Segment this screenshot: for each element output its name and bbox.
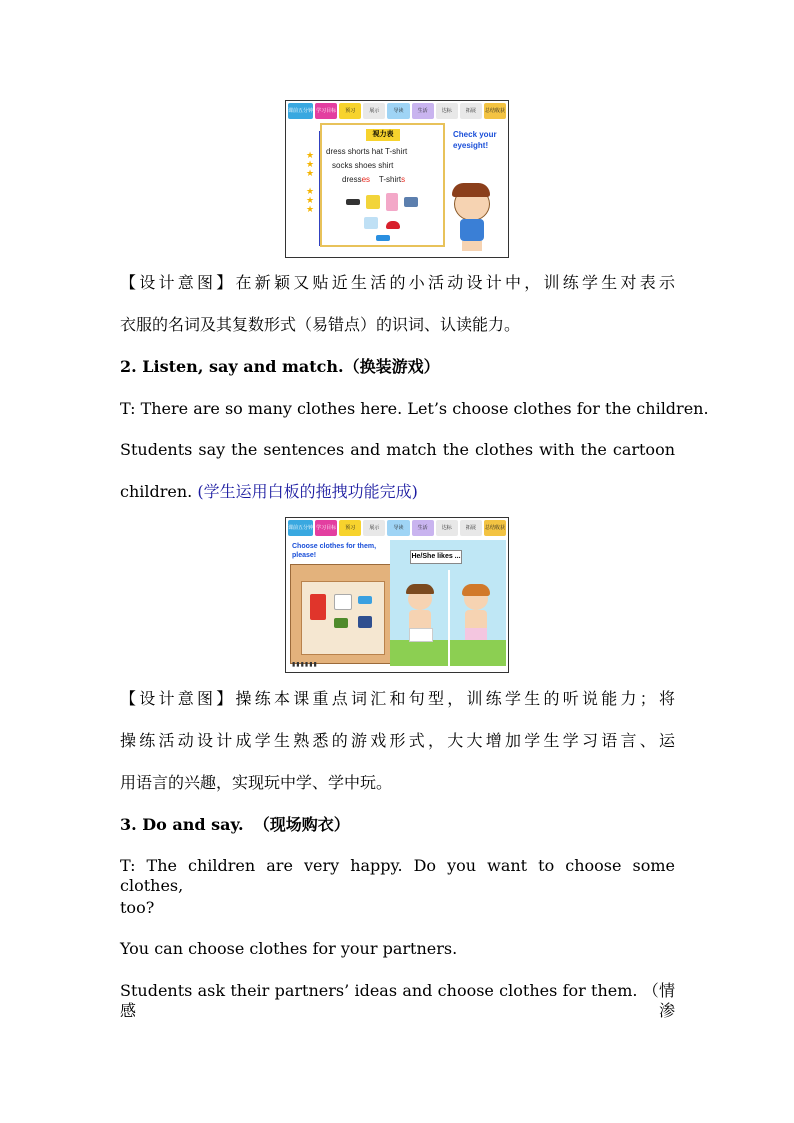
students-line-2b [120, 482, 675, 502]
shorts-icon [334, 618, 348, 628]
star-icons: ★ ★ ★ ★ ★ ★ [306, 150, 315, 214]
design-intent-2-line-2: 操练活动设计成学生熟悉的游戏形式，大大增加学生学习语言、运 [120, 731, 675, 750]
check-eyesight-text: Check your eyesight! [453, 130, 497, 150]
students-line-2b-en: children. [120, 482, 193, 501]
dress-up-stage [390, 540, 506, 666]
slide-tab: 学习目标 [315, 520, 337, 536]
word-suffix: es [361, 175, 371, 184]
word-row-3 [342, 175, 405, 184]
dress-icon [310, 594, 326, 620]
slide-tab: 课前五分钟 [288, 520, 313, 536]
slide-tab: 展示 [363, 520, 385, 536]
eyesight-chart [320, 123, 445, 247]
skirt-icon [358, 616, 372, 628]
dress-up-slide-image [285, 517, 509, 673]
slide-tab: 达标 [436, 103, 458, 119]
slide-tab: 预习 [339, 520, 361, 536]
hat-icon [386, 221, 400, 229]
word-row-2: socks shoes shirt [332, 161, 394, 170]
slide-tab: 学习目标 [315, 103, 337, 119]
section-2-heading-cn: （换装游戏） [343, 357, 440, 376]
slide-tab: 导读 [387, 520, 409, 536]
whiteboard-note: (学生运用白板的拖拽功能完成) [197, 482, 418, 501]
slide-tab: 达标 [436, 520, 458, 536]
hat-icon [358, 596, 372, 604]
shirt-icon [364, 217, 378, 229]
teacher-line-3-cont: too? [120, 898, 155, 917]
slide-tab: 总结收获 [484, 520, 506, 536]
partners-line: You can choose clothes for your partners. [120, 939, 458, 958]
teacher-line-3: T: The children are very happy. Do you want to choose some clothes, [120, 856, 675, 895]
slide-tab: 拓展 [460, 103, 482, 119]
socks-icon [376, 235, 390, 241]
wardrobe-interior [301, 581, 385, 655]
word-row-1: dress shorts hat T-shirt [326, 147, 408, 156]
wardrobe-icon [290, 564, 393, 664]
section-2-heading-en: 2. Listen, say and match. [120, 357, 344, 376]
section-3-heading-en: 3. Do and say. [120, 815, 244, 834]
design-intent-2-line-3: 用语言的兴趣，实现玩中学、学中玩。 [120, 773, 393, 792]
shirt-icon [334, 594, 352, 610]
teacher-line-2: T: There are so many clothes here. Let’s choose clothes for the children. [120, 399, 709, 418]
slide-nav-tabs [288, 103, 506, 119]
slide-tab: 预习 [339, 103, 361, 119]
slide-tab: 拓展 [460, 520, 482, 536]
item-counter: ▮▮▮▮▮▮ [292, 662, 318, 668]
section-2-heading [120, 357, 675, 377]
shoes-icon [346, 199, 360, 205]
section-3-heading [120, 815, 675, 835]
speech-bubble: He/She likes ... [410, 550, 462, 564]
students-line-2a: Students say the sentences and match the clothes with the cartoon [120, 440, 675, 459]
chart-title: 视力表 [366, 129, 400, 141]
dress-icon [386, 193, 398, 211]
design-intent-1-line-2: 衣服的名词及其复数形式（易错点）的识词、认读能力。 [120, 315, 521, 334]
slide-tab: 课前五分钟 [288, 103, 313, 119]
shorts-icon [404, 197, 418, 207]
slide-tab: 导读 [387, 103, 409, 119]
section-3-heading-cn: （现场购衣） [253, 815, 350, 834]
slide-tab: 生活 [412, 520, 434, 536]
word-dress: dress [342, 175, 362, 184]
design-intent-2-line-1: 【设计意图】操练本课重点词汇和句型，训练学生的听说能力；将 [120, 689, 675, 708]
slide-tab: 总结收获 [484, 103, 506, 119]
word-suffix: s [401, 175, 406, 184]
slide-tab: 生活 [412, 103, 434, 119]
tshirt-icon [366, 195, 380, 209]
eyesight-slide-image [285, 100, 509, 258]
design-intent-1-line-1: 【设计意图】在新颖又贴近生活的小活动设计中，训练学生对表示 [120, 273, 675, 292]
slide-tab: 展示 [363, 103, 385, 119]
word-tshirt: T-shirt [378, 175, 402, 184]
slide-nav-tabs [288, 520, 506, 536]
choose-clothes-title: Choose clothes for them, please! [292, 543, 377, 559]
stage-divider [448, 570, 450, 666]
students-line-3: Students ask their partners’ ideas and choose clothes for them. （情感渗 [120, 981, 675, 1020]
